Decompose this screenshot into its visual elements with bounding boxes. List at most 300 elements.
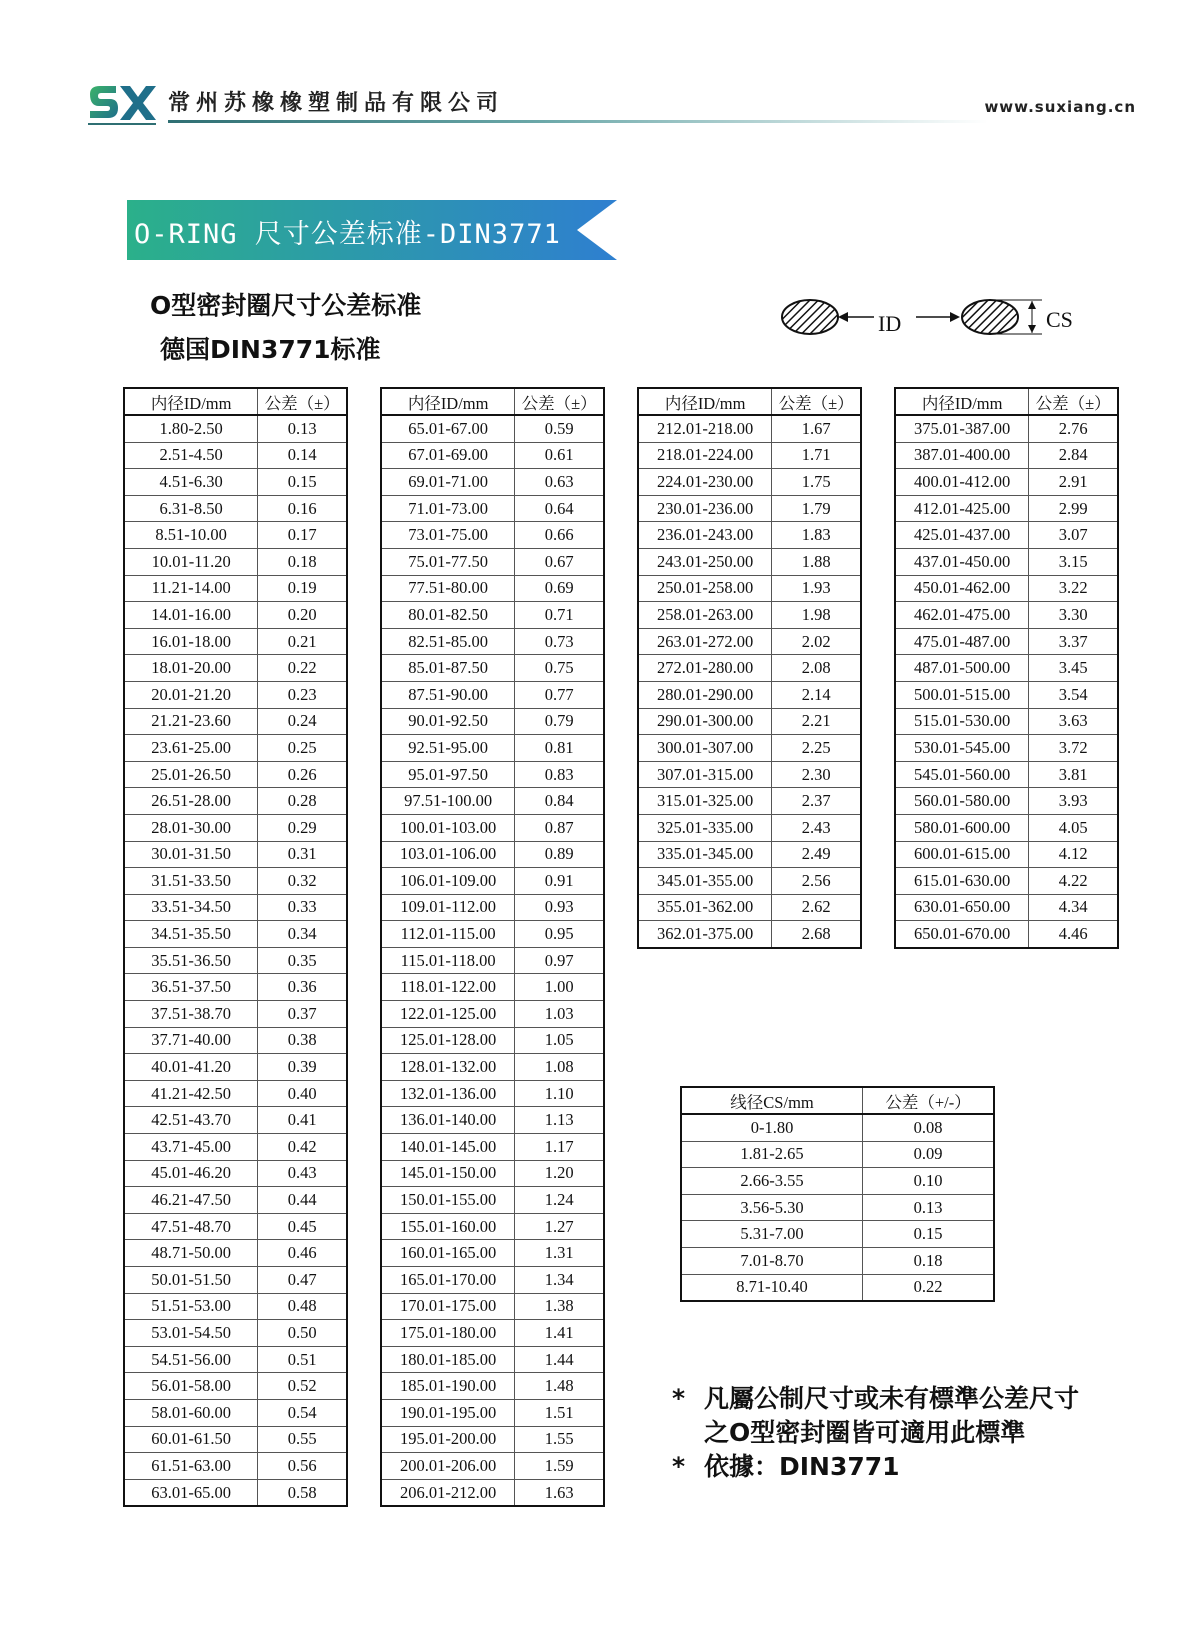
table-row [124, 1134, 347, 1161]
range-cell: 90.01-92.50 [381, 708, 515, 735]
table-row [381, 495, 604, 522]
table-row [381, 628, 604, 655]
table-row [895, 415, 1118, 442]
range-cell: 18.01-20.00 [124, 655, 258, 682]
range-cell: 40.01-41.20 [124, 1054, 258, 1081]
tolerance-cell: 0.56 [258, 1453, 347, 1480]
range-cell: 47.51-48.70 [124, 1213, 258, 1240]
tolerance-cell: 0.21 [258, 628, 347, 655]
tolerance-cell: 0.46 [258, 1240, 347, 1267]
table-row [638, 548, 861, 575]
range-cell: 60.01-61.50 [124, 1426, 258, 1453]
range-cell: 437.01-450.00 [895, 548, 1029, 575]
range-cell: 53.01-54.50 [124, 1320, 258, 1347]
tolerance-cell: 1.31 [515, 1240, 604, 1267]
range-cell: 45.01-46.20 [124, 1160, 258, 1187]
table-row [124, 1453, 347, 1480]
range-cell: 224.01-230.00 [638, 469, 772, 496]
tolerance-cell: 1.38 [515, 1293, 604, 1320]
tolerance-cell: 0.15 [863, 1221, 994, 1248]
table-row [381, 602, 604, 629]
table-row [381, 894, 604, 921]
range-cell: 82.51-85.00 [381, 628, 515, 655]
tolerance-cell: 3.45 [1029, 655, 1118, 682]
banner-title: O-RING 尺寸公差标准-DIN3771 [134, 219, 561, 250]
tolerance-cell: 3.72 [1029, 735, 1118, 762]
range-cell: 8.51-10.00 [124, 522, 258, 549]
tolerance-cell: 0.19 [258, 575, 347, 602]
table-row [124, 814, 347, 841]
range-cell: 355.01-362.00 [638, 894, 772, 921]
tolerance-cell: 1.00 [515, 974, 604, 1001]
tolerance-cell: 0.48 [258, 1293, 347, 1320]
table-row [895, 814, 1118, 841]
id-tolerance-table-1 [123, 387, 348, 1507]
tolerance-cell: 0.84 [515, 788, 604, 815]
table-row [895, 548, 1118, 575]
range-cell: 11.21-14.00 [124, 575, 258, 602]
table-row [124, 415, 347, 442]
tolerance-cell: 2.84 [1029, 442, 1118, 469]
tolerance-cell: 0.37 [258, 1001, 347, 1028]
table-row [124, 761, 347, 788]
table-row [381, 868, 604, 895]
range-cell: 28.01-30.00 [124, 814, 258, 841]
tolerance-cell: 0.14 [258, 442, 347, 469]
range-cell: 136.01-140.00 [381, 1107, 515, 1134]
tolerance-cell: 1.20 [515, 1160, 604, 1187]
table-row [638, 655, 861, 682]
tolerance-cell: 0.15 [258, 469, 347, 496]
tolerance-cell: 3.37 [1029, 628, 1118, 655]
table-row [895, 788, 1118, 815]
range-cell: 212.01-218.00 [638, 415, 772, 442]
id-label: ID [878, 311, 902, 336]
table-row [381, 1107, 604, 1134]
range-cell: 600.01-615.00 [895, 841, 1029, 868]
tolerance-cell: 0.22 [863, 1274, 994, 1301]
range-cell: 48.71-50.00 [124, 1240, 258, 1267]
range-cell: 37.51-38.70 [124, 1001, 258, 1028]
range-cell: 206.01-212.00 [381, 1479, 515, 1506]
tolerance-cell: 0.75 [515, 655, 604, 682]
tolerance-cell: 0.38 [258, 1027, 347, 1054]
tolerance-cell: 0.63 [515, 469, 604, 496]
id-arrowhead-left [838, 312, 848, 322]
company-name: 常州苏橡橡塑制品有限公司 [168, 91, 505, 116]
tolerance-cell: 0.79 [515, 708, 604, 735]
table-row [381, 761, 604, 788]
range-cell: 56.01-58.00 [124, 1373, 258, 1400]
table-row [638, 894, 861, 921]
tolerance-cell: 1.44 [515, 1346, 604, 1373]
tolerance-cell: 1.71 [772, 442, 861, 469]
tolerance-cell: 1.93 [772, 575, 861, 602]
table-row [381, 1213, 604, 1240]
tolerance-cell: 3.15 [1029, 548, 1118, 575]
table-row [638, 442, 861, 469]
range-cell: 185.01-190.00 [381, 1373, 515, 1400]
table-row [381, 1453, 604, 1480]
tolerance-cell: 4.05 [1029, 814, 1118, 841]
tolerance-cell: 1.24 [515, 1187, 604, 1214]
range-cell: 200.01-206.00 [381, 1453, 515, 1480]
tolerance-cell: 0.10 [863, 1168, 994, 1195]
table-row [895, 442, 1118, 469]
id-tolerance-table-2 [380, 387, 605, 1507]
cs-arrowhead-bottom [1028, 325, 1036, 333]
table-row [124, 1001, 347, 1028]
page-subtitle: O型密封圈尺寸公差标准 [150, 291, 422, 320]
table-row [895, 761, 1118, 788]
table-row [381, 1027, 604, 1054]
range-cell: 8.71-10.40 [681, 1274, 863, 1301]
tolerance-cell: 0.22 [258, 655, 347, 682]
company-logo [86, 82, 158, 130]
page-subtitle-standard: 德国DIN3771标准 [160, 335, 381, 364]
table-row [381, 1267, 604, 1294]
range-cell: 175.01-180.00 [381, 1320, 515, 1347]
range-cell: 2.66-3.55 [681, 1168, 863, 1195]
range-cell: 100.01-103.00 [381, 814, 515, 841]
tolerance-cell: 0.24 [258, 708, 347, 735]
range-cell: 462.01-475.00 [895, 602, 1029, 629]
table-row [638, 761, 861, 788]
note-line [672, 1416, 1079, 1450]
range-cell: 36.51-37.50 [124, 974, 258, 1001]
table-row [895, 868, 1118, 895]
tolerance-cell: 0.51 [258, 1346, 347, 1373]
table-row [381, 814, 604, 841]
header-divider [168, 120, 988, 123]
table-row [681, 1168, 994, 1195]
tolerance-cell: 3.07 [1029, 522, 1118, 549]
tolerance-cell: 0.28 [258, 788, 347, 815]
range-cell: 412.01-425.00 [895, 495, 1029, 522]
table-row [681, 1274, 994, 1301]
range-cell: 375.01-387.00 [895, 415, 1029, 442]
tolerance-cell: 0.13 [863, 1194, 994, 1221]
range-cell: 170.01-175.00 [381, 1293, 515, 1320]
table-row [638, 575, 861, 602]
range-cell: 630.01-650.00 [895, 894, 1029, 921]
table-row [124, 655, 347, 682]
range-cell: 63.01-65.00 [124, 1479, 258, 1506]
table-row [638, 841, 861, 868]
table-row [381, 548, 604, 575]
range-cell: 315.01-325.00 [638, 788, 772, 815]
range-cell: 450.01-462.00 [895, 575, 1029, 602]
tolerance-cell: 4.12 [1029, 841, 1118, 868]
range-cell: 10.01-11.20 [124, 548, 258, 575]
table-row [381, 921, 604, 948]
range-cell: 335.01-345.00 [638, 841, 772, 868]
tolerance-cell: 0.16 [258, 495, 347, 522]
footnotes [672, 1382, 1079, 1484]
tolerance-cell: 0.95 [515, 921, 604, 948]
table-row [124, 1080, 347, 1107]
tolerance-cell: 1.79 [772, 495, 861, 522]
table-row [895, 522, 1118, 549]
tolerance-cell: 1.27 [515, 1213, 604, 1240]
tolerance-cell: 1.10 [515, 1080, 604, 1107]
range-cell: 515.01-530.00 [895, 708, 1029, 735]
table-row [895, 681, 1118, 708]
range-cell: 26.51-28.00 [124, 788, 258, 815]
tolerance-cell: 0.18 [258, 548, 347, 575]
tolerance-cell: 0.29 [258, 814, 347, 841]
note-line [672, 1382, 1079, 1416]
tolerance-cell: 1.59 [515, 1453, 604, 1480]
range-cell: 112.01-115.00 [381, 921, 515, 948]
range-cell: 263.01-272.00 [638, 628, 772, 655]
range-cell: 14.01-16.00 [124, 602, 258, 629]
table-row [124, 708, 347, 735]
range-cell: 425.01-437.00 [895, 522, 1029, 549]
tolerance-cell: 0.71 [515, 602, 604, 629]
table-row [638, 415, 861, 442]
tolerance-cell: 1.55 [515, 1426, 604, 1453]
range-cell: 2.51-4.50 [124, 442, 258, 469]
range-cell: 77.51-80.00 [381, 575, 515, 602]
cs-label: CS [1046, 307, 1073, 332]
tolerance-cell: 3.63 [1029, 708, 1118, 735]
tolerance-cell: 0.61 [515, 442, 604, 469]
range-cell: 51.51-53.00 [124, 1293, 258, 1320]
table-row [124, 1107, 347, 1134]
tolerance-cell: 4.34 [1029, 894, 1118, 921]
table-row [381, 1160, 604, 1187]
range-cell: 236.01-243.00 [638, 522, 772, 549]
tolerance-cell: 2.30 [772, 761, 861, 788]
column-header-id: 内径ID/mm [895, 388, 1029, 415]
range-cell: 21.21-23.60 [124, 708, 258, 735]
tolerance-cell: 2.08 [772, 655, 861, 682]
table-row [124, 1399, 347, 1426]
table-row [124, 1373, 347, 1400]
range-cell: 43.71-45.00 [124, 1134, 258, 1161]
tolerance-cell: 3.93 [1029, 788, 1118, 815]
table-row [124, 921, 347, 948]
tolerance-cell: 2.49 [772, 841, 861, 868]
table-row [895, 575, 1118, 602]
table-row [638, 788, 861, 815]
id-tolerance-table-3 [637, 387, 862, 949]
table-row [895, 921, 1118, 948]
range-cell: 6.31-8.50 [124, 495, 258, 522]
tolerance-cell: 0.67 [515, 548, 604, 575]
column-header-id: 内径ID/mm [638, 388, 772, 415]
range-cell: 1.80-2.50 [124, 415, 258, 442]
tolerance-cell: 0.41 [258, 1107, 347, 1134]
table-row [124, 1479, 347, 1506]
column-header-tolerance: 公差（+/-） [863, 1087, 994, 1114]
range-cell: 160.01-165.00 [381, 1240, 515, 1267]
table-row [638, 921, 861, 948]
range-cell: 362.01-375.00 [638, 921, 772, 948]
range-cell: 325.01-335.00 [638, 814, 772, 841]
table-row [638, 814, 861, 841]
range-cell: 42.51-43.70 [124, 1107, 258, 1134]
table-row [381, 1426, 604, 1453]
table-row [381, 655, 604, 682]
tolerance-cell: 2.56 [772, 868, 861, 895]
tolerance-cell: 2.25 [772, 735, 861, 762]
range-cell: 65.01-67.00 [381, 415, 515, 442]
oring-section-right [962, 300, 1018, 334]
tolerance-cell: 0.18 [863, 1247, 994, 1274]
tolerance-cell: 0.20 [258, 602, 347, 629]
range-cell: 345.01-355.00 [638, 868, 772, 895]
tolerance-cell: 0.09 [863, 1141, 994, 1168]
tolerance-cell: 0.45 [258, 1213, 347, 1240]
tolerance-cell: 2.76 [1029, 415, 1118, 442]
range-cell: 615.01-630.00 [895, 868, 1029, 895]
tolerance-cell: 0.91 [515, 868, 604, 895]
range-cell: 122.01-125.00 [381, 1001, 515, 1028]
table-row [638, 469, 861, 496]
column-header-id: 内径ID/mm [381, 388, 515, 415]
range-cell: 487.01-500.00 [895, 655, 1029, 682]
id-arrowhead-right [950, 312, 960, 322]
table-row [895, 602, 1118, 629]
tolerance-cell: 0.64 [515, 495, 604, 522]
range-cell: 258.01-263.00 [638, 602, 772, 629]
tolerance-cell: 0.81 [515, 735, 604, 762]
tolerance-cell: 2.91 [1029, 469, 1118, 496]
range-cell: 106.01-109.00 [381, 868, 515, 895]
range-cell: 92.51-95.00 [381, 735, 515, 762]
tolerance-cell: 0.33 [258, 894, 347, 921]
oring-cross-section-diagram [780, 295, 1125, 345]
cs-tolerance-table [680, 1086, 995, 1302]
tolerance-cell: 0.73 [515, 628, 604, 655]
table-row [124, 602, 347, 629]
tolerance-cell: 3.54 [1029, 681, 1118, 708]
table-row [381, 1293, 604, 1320]
range-cell: 69.01-71.00 [381, 469, 515, 496]
tolerance-cell: 0.23 [258, 681, 347, 708]
id-tolerance-table-4 [894, 387, 1119, 949]
table-row [381, 1001, 604, 1028]
table-row [124, 1054, 347, 1081]
table-row [681, 1141, 994, 1168]
table-row [895, 628, 1118, 655]
range-cell: 530.01-545.00 [895, 735, 1029, 762]
range-cell: 30.01-31.50 [124, 841, 258, 868]
table-row [124, 841, 347, 868]
tolerance-cell: 0.17 [258, 522, 347, 549]
range-cell: 165.01-170.00 [381, 1267, 515, 1294]
cs-arrowhead-top [1028, 301, 1036, 309]
range-cell: 132.01-136.00 [381, 1080, 515, 1107]
tolerance-cell: 0.34 [258, 921, 347, 948]
tolerance-cell: 0.42 [258, 1134, 347, 1161]
tolerance-cell: 1.03 [515, 1001, 604, 1028]
tolerance-cell: 0.83 [515, 761, 604, 788]
tolerance-cell: 2.21 [772, 708, 861, 735]
tolerance-cell: 1.88 [772, 548, 861, 575]
table-row [124, 1240, 347, 1267]
table-row [895, 735, 1118, 762]
column-header-tolerance: 公差（±） [1029, 388, 1118, 415]
table-row [895, 894, 1118, 921]
table-row [124, 469, 347, 496]
tolerance-cell: 0.52 [258, 1373, 347, 1400]
table-row [381, 575, 604, 602]
table-row [124, 947, 347, 974]
tolerance-cell: 0.13 [258, 415, 347, 442]
table-row [638, 628, 861, 655]
range-cell: 272.01-280.00 [638, 655, 772, 682]
tolerance-cell: 3.22 [1029, 575, 1118, 602]
tolerance-cell: 0.50 [258, 1320, 347, 1347]
range-cell: 54.51-56.00 [124, 1346, 258, 1373]
table-row [124, 868, 347, 895]
table-row [124, 1187, 347, 1214]
range-cell: 145.01-150.00 [381, 1160, 515, 1187]
table-row [124, 681, 347, 708]
tolerance-cell: 1.08 [515, 1054, 604, 1081]
note-text: 之O型密封圈皆可適用此標準 [704, 1418, 1026, 1447]
range-cell: 80.01-82.50 [381, 602, 515, 629]
table-row [381, 415, 604, 442]
tolerance-cell: 0.59 [515, 415, 604, 442]
range-cell: 500.01-515.00 [895, 681, 1029, 708]
table-row [381, 1054, 604, 1081]
table-row [124, 1346, 347, 1373]
table-row [124, 788, 347, 815]
table-row [124, 1426, 347, 1453]
range-cell: 67.01-69.00 [381, 442, 515, 469]
range-cell: 25.01-26.50 [124, 761, 258, 788]
range-cell: 4.51-6.30 [124, 469, 258, 496]
tolerance-cell: 0.89 [515, 841, 604, 868]
table-row [381, 1080, 604, 1107]
table-row [381, 442, 604, 469]
range-cell: 16.01-18.00 [124, 628, 258, 655]
range-cell: 115.01-118.00 [381, 947, 515, 974]
note-bullet: * [672, 1452, 686, 1481]
table-row [381, 735, 604, 762]
range-cell: 20.01-21.20 [124, 681, 258, 708]
table-row [124, 1320, 347, 1347]
range-cell: 118.01-122.00 [381, 974, 515, 1001]
table-row [381, 841, 604, 868]
tolerance-cell: 0.47 [258, 1267, 347, 1294]
table-row [638, 868, 861, 895]
range-cell: 0-1.80 [681, 1114, 863, 1141]
table-row [124, 1293, 347, 1320]
table-row [124, 1160, 347, 1187]
tolerance-cell: 2.99 [1029, 495, 1118, 522]
table-row [681, 1221, 994, 1248]
range-cell: 230.01-236.00 [638, 495, 772, 522]
table-row [895, 655, 1118, 682]
table-row [124, 1027, 347, 1054]
table-row [381, 788, 604, 815]
range-cell: 155.01-160.00 [381, 1213, 515, 1240]
column-header-tolerance: 公差（±） [515, 388, 604, 415]
range-cell: 34.51-35.50 [124, 921, 258, 948]
tolerance-cell: 2.43 [772, 814, 861, 841]
range-cell: 33.51-34.50 [124, 894, 258, 921]
table-row [124, 1267, 347, 1294]
tolerance-cell: 1.34 [515, 1267, 604, 1294]
tolerance-cell: 4.22 [1029, 868, 1118, 895]
table-row [124, 894, 347, 921]
tolerance-cell: 1.63 [515, 1479, 604, 1506]
